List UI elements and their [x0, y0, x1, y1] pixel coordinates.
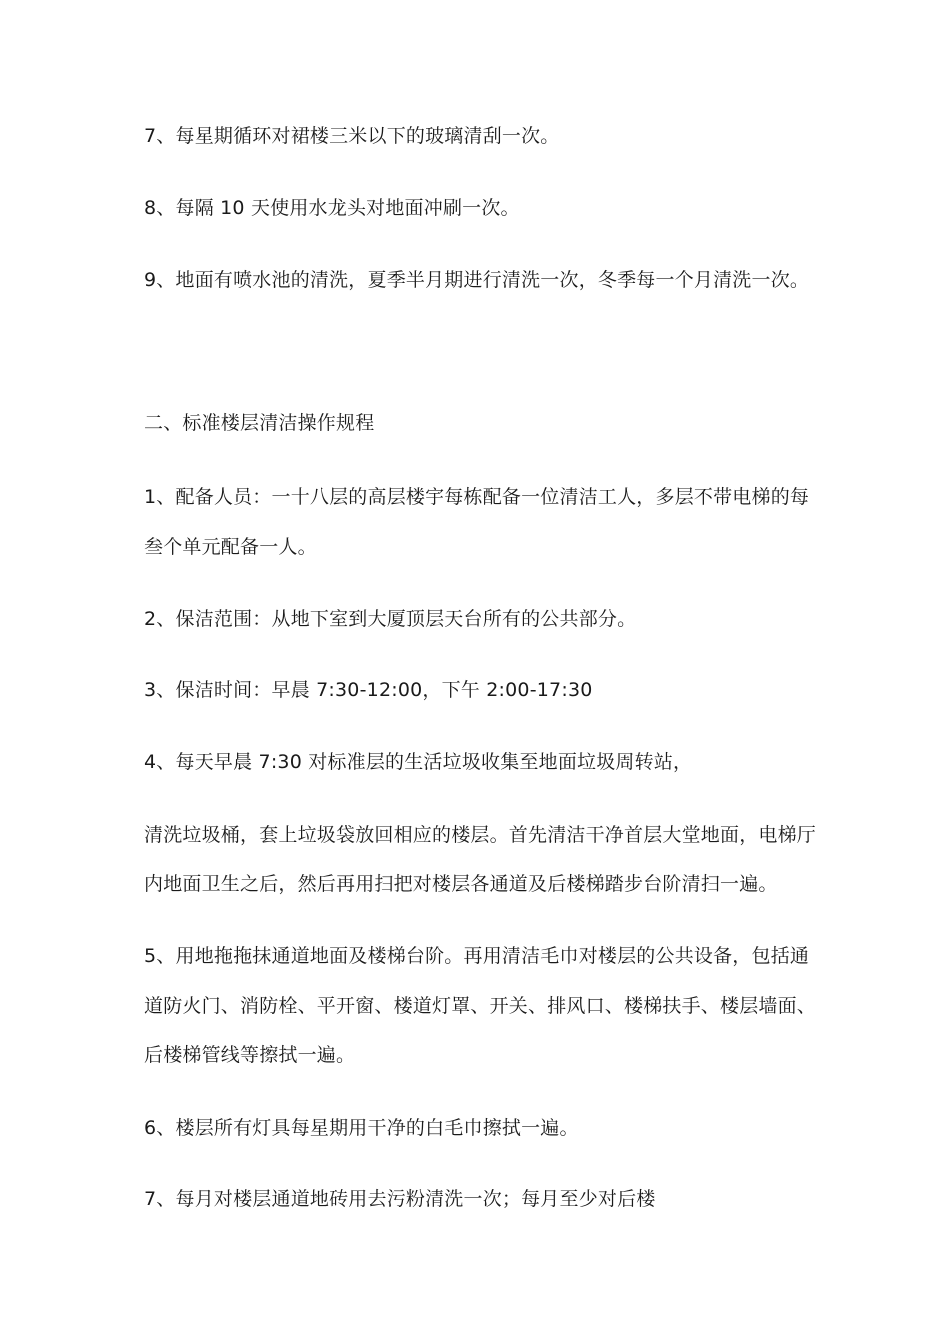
item-8-floor-flushing: 8、每隔 10 天使用水龙头对地面冲刷一次。 [144, 197, 520, 219]
item-7-floor-tiles: 7、每月对楼层通道地砖用去污粉清洗一次；每月至少对后楼 [144, 1188, 656, 1210]
item-1-staffing-line-2: 叁个单元配备一人。 [144, 536, 317, 558]
item-5-mopping-line-2: 道防火门、消防栓、平开窗、楼道灯罩、开关、排风口、楼梯扶手、楼层墙面、 [144, 995, 817, 1017]
paragraph-bins-line-1: 清洗垃圾桶，套上垃圾袋放回相应的楼层。首先清洁干净首层大堂地面，电梯厅 [144, 824, 817, 846]
item-4-garbage-collection: 4、每天早晨 7:30 对标准层的生活垃圾收集至地面垃圾周转站， [144, 751, 693, 773]
item-5-mopping-line-1: 5、用地拖拖抹通道地面及楼梯台阶。再用清洁毛巾对楼层的公共设备，包括通 [144, 945, 810, 967]
item-5-mopping-line-3: 后楼梯管线等擦拭一遍。 [144, 1044, 356, 1066]
section-heading-standard-floor: 二、标准楼层清洁操作规程 [144, 412, 375, 434]
item-1-staffing-line-1: 1、配备人员：一十八层的高层楼宇每栋配备一位清洁工人，多层不带电梯的每 [144, 486, 810, 508]
paragraph-bins-line-2: 内地面卫生之后，然后再用扫把对楼层各通道及后楼梯踏步台阶清扫一遍。 [144, 873, 778, 895]
item-9-fountain-cleaning: 9、地面有喷水池的清洗，夏季半月期进行清洗一次，冬季每一个月清洗一次。 [144, 269, 810, 291]
item-2-cleaning-scope: 2、保洁范围：从地下室到大厦顶层天台所有的公共部分。 [144, 608, 637, 630]
item-6-lamps: 6、楼层所有灯具每星期用干净的白毛巾擦拭一遍。 [144, 1117, 579, 1139]
item-7-glass-cleaning: 7、每星期循环对裙楼三米以下的玻璃清刮一次。 [144, 125, 560, 147]
item-3-cleaning-hours: 3、保洁时间：早晨 7:30-12:00，下午 2:00-17:30 [144, 679, 593, 701]
